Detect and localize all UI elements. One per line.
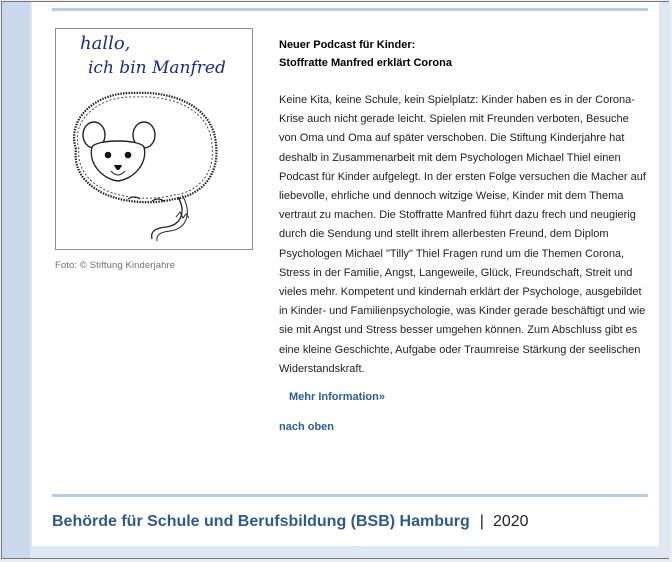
article-image	[55, 28, 253, 250]
handwriting-line-2: ich bin Manfred	[88, 58, 226, 78]
article-headline	[279, 36, 649, 72]
footer-organization: Behörde für Schule und Berufsbildung (BSB) Hamburg	[52, 513, 470, 530]
footer-separator: |	[479, 513, 484, 530]
more-information-link[interactable]: Mehr Information»	[289, 391, 385, 404]
footer	[52, 513, 529, 531]
right-margin	[662, 2, 670, 558]
headline-line-1: Neuer Podcast für Kinder:	[279, 39, 416, 51]
rat-drawing-illustration	[56, 29, 252, 249]
top-divider	[52, 8, 648, 11]
back-to-top-link[interactable]: nach oben	[279, 421, 335, 434]
photo-credit: Foto: © Stiftung Kinderjahre	[55, 260, 176, 271]
footer-divider	[52, 494, 648, 497]
content-page	[32, 2, 659, 546]
handwriting-line-1: hallo,	[80, 33, 131, 54]
headline-line-2: Stoffratte Manfred erklärt Corona	[279, 57, 452, 69]
footer-year: 2020	[492, 513, 529, 530]
left-margin	[2, 2, 30, 558]
article	[279, 36, 649, 437]
article-body: Keine Kita, keine Schule, kein Spielplatz: Kinder haben es in der Corona-Krise auch nicht gerade leicht. Spielen mit Freunden verboten, Besuche von Oma und Oma auf später verschoben. Die Stiftung Kinderjahre hat deshalb in Zusammenarbeit mit dem Psychologen Michael Thiel einen Podcast für Kinder aufgelegt. In der ersten Folge versuchen die Macher auf liebevolle, ehrliche und dennoch witzige Weise, Kinder mit dem Thema vertraut zu machen. Die Stoffratte Manfred führt dazu frech und neugierig durch die Sendung und stellt ihrem allerbesten Freund, dem Diplom Psychologen Michael "Tilly" Thiel Fragen rund um die Themen Corona, Stress in der Familie, Angst, Langeweile, Glück, Freundschaft, Streit und vieles mehr. Kompetent und kindernah erklärt der Psychologe, ausgebildet in Kinder- und Familienpsychologie, was Kinder gerade beschäftigt und wie sie mit Angst und Stress besser umgehen können. Zum Abschluss gibt es eine kleine Geschichte, Aufgabe oder Traumreise Stärkung der seelischen Widerstandskraft.	[279, 94, 646, 375]
